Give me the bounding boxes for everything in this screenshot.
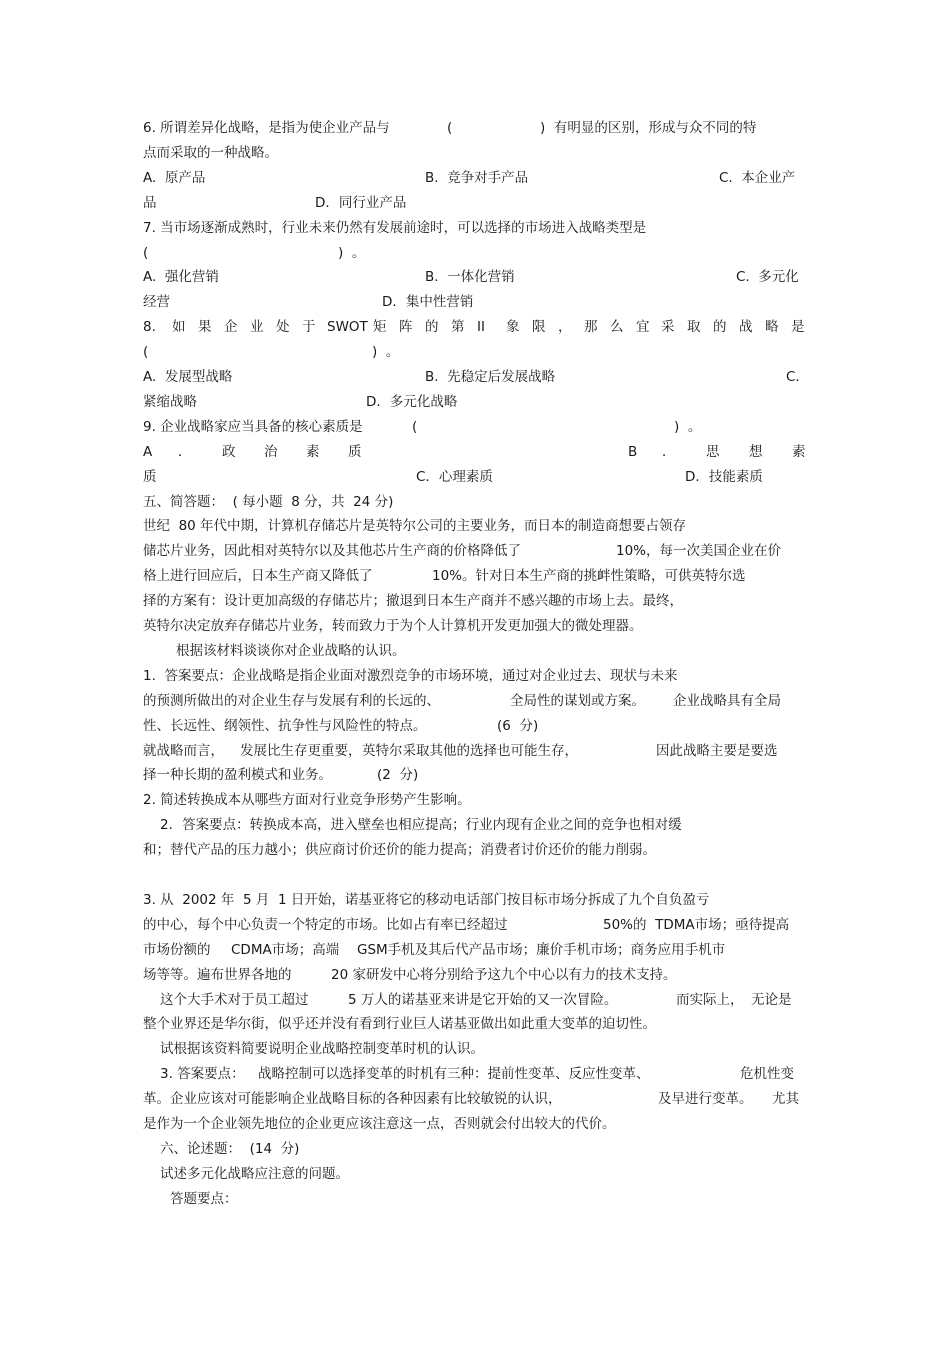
question-8-word: 业 <box>250 319 264 336</box>
case-text: 5 万人的诺基亚来讲是它开始的又一次冒险。 <box>348 991 618 1008</box>
question-8-word: 处 <box>276 319 290 336</box>
answer-text: 择一种长期的盈利模式和业务。 <box>143 767 332 784</box>
case-text: 场等等。遍布世界各地的 <box>143 966 292 983</box>
answer-text: 尤其 <box>772 1091 799 1108</box>
question-6-text: ) 有明显的区别，形成与众不同的特 <box>540 120 757 136</box>
question-6-text: 点而采取的一种战略。 <box>143 144 278 161</box>
question-8-word: 取 <box>687 319 701 336</box>
answer-text: 危机性变 <box>740 1066 794 1083</box>
section-title: 六、论述题： (14 分) <box>160 1140 300 1157</box>
option-b: ． <box>662 443 676 460</box>
question-8-word: 限 <box>532 319 546 336</box>
option-a: A. 原产品 <box>143 169 206 186</box>
answer-text: 及早进行变革。 <box>658 1091 753 1108</box>
option-c-cont: 紧缩战略 <box>143 393 197 410</box>
question-8-word: 宜 <box>636 319 650 336</box>
answer-text: 就战略而言， <box>143 742 224 759</box>
option-b-cont: 质 <box>143 468 157 485</box>
question-8-word: 那 <box>584 319 598 336</box>
option-c: C. 多元化 <box>736 269 799 286</box>
answer-text: 性、长远性、纲领性、抗争性与风险性的特点。 <box>143 717 427 734</box>
question-8-word: 象 <box>506 319 520 336</box>
bracket-close: ) 。 <box>372 344 400 361</box>
option-c-cont: 品 <box>143 194 157 211</box>
answer-text: 革。企业应该对可能影响企业战略目标的各种因素有比较敏锐的认识， <box>143 1091 562 1108</box>
bracket-open: ( <box>143 244 149 261</box>
question-8-word: 8. <box>143 319 156 336</box>
section-title: 五、简答题： ( 每小题 8 分，共 24 分) <box>143 493 394 510</box>
question-8-word: 如 <box>172 319 186 336</box>
question-7: 7. 当市场逐渐成熟时，行业未来仍然有发展前途时，可以选择的市场进入战略类型是 <box>143 219 647 236</box>
option-b: B <box>628 443 638 460</box>
answer-text: 战略控制可以选择变革的时机有三种：提前性变革、反应性变革、 <box>258 1066 650 1083</box>
case-text: 试根据该资料简要说明企业战略控制变革时机的认识。 <box>160 1041 484 1058</box>
case-text: 英特尔决定放弃存储芯片业务，转而致力于为个人计算机开发更加强大的微处理器。 <box>143 618 643 634</box>
case-text: 格上进行回应后，日本生产商又降低了 <box>143 568 373 585</box>
answer-text: 全局性的谋划或方案。 <box>510 692 645 709</box>
answer-text: 和；替代产品的压力越小；供应商讨价还价的能力提高；消费者讨价还价的能力削弱。 <box>143 842 656 859</box>
option-d: D．同行业产品 <box>315 194 407 211</box>
bracket-open: ( <box>143 344 149 361</box>
option-a: ． <box>178 443 192 460</box>
option-b: B. 一体化营销 <box>425 269 515 286</box>
question-8-word: SWOT <box>327 319 368 336</box>
option-a: 治 <box>264 443 278 460</box>
answer-text: 英特尔采取其他的选择也可能生存， <box>362 742 578 759</box>
answer-text: (2 分) <box>377 767 419 784</box>
option-b: B. 先稳定后发展战略 <box>425 369 556 385</box>
case-text: 整个业界还是华尔街，似乎还并没有看到行业巨人诺基亚做出如此重大变革的迫切性。 <box>143 1016 656 1033</box>
option-a: 质 <box>348 443 362 460</box>
option-a: A <box>143 443 153 460</box>
option-c-cont: 经营 <box>143 294 170 311</box>
question-text: 试述多元化战略应注意的问题。 <box>160 1165 349 1182</box>
bracket-open: ( <box>447 120 453 136</box>
question-8-word: 略 <box>765 319 779 336</box>
case-text: 3. 从 2002 年 5 月 1 日开始，诺基亚将它的移动电话部门按目标市场分拆成了九个自负盈亏 <box>143 891 710 908</box>
question-8-word: 企 <box>224 319 238 336</box>
option-a: 政 <box>222 443 236 460</box>
answer-text: 3. 答案要点： <box>160 1066 245 1083</box>
question-8-word: 么 <box>610 319 624 336</box>
option-c: C．心理素质 <box>416 468 493 485</box>
option-b: 想 <box>749 443 763 460</box>
question-8-word: 的 <box>425 319 439 336</box>
option-b: B. 竞争对手产品 <box>425 169 529 186</box>
bracket-close: ) 。 <box>338 244 366 261</box>
question-8-word: 阵 <box>399 319 413 336</box>
case-text: 10%，每一次美国企业在价 <box>616 543 782 560</box>
option-a: A. 强化营销 <box>143 269 219 286</box>
option-d: D．技能素质 <box>685 468 763 485</box>
question-6: 6. 所谓差异化战略，是指为使企业产品与 <box>143 120 390 136</box>
answer-text: 企业战略具有全局 <box>673 692 781 709</box>
case-text: 无论是 <box>751 991 792 1008</box>
option-b: 素 <box>792 443 806 460</box>
case-text: 而实际上， <box>676 991 744 1008</box>
case-text: 这个大手术对于员工超过 <box>160 991 309 1008</box>
case-text: 50%的 TDMA市场；亟待提高 <box>603 916 790 933</box>
answer-text: 2．答案要点：转换成本高，进入壁垒也相应提高；行业内现有企业之间的竞争也相对缓 <box>160 817 682 834</box>
answer-text: 是作为一个企业领先地位的企业更应该注意这一点，否则就会付出较大的代价。 <box>143 1116 616 1132</box>
answer-text: 1. 答案要点：企业战略是指企业面对激烈竞争的市场环境，通过对企业过去、现状与未来 <box>143 667 678 684</box>
case-text: 储芯片业务，因此相对英特尔以及其他芯片生产商的价格降低了 <box>143 543 521 560</box>
option-d: D．集中性营销 <box>382 294 474 311</box>
question-8-word: 的 <box>713 319 727 336</box>
question-8-word: II <box>477 319 485 336</box>
case-text: 市场份额的 <box>143 941 211 958</box>
case-text: 10%。针对日本生产商的挑衅性策略，可供英特尔选 <box>432 568 746 585</box>
answer-text: 的预测所做出的对企业生存与发展有利的长远的、 <box>143 692 440 709</box>
answer-text: 因此战略主要是要选 <box>656 742 778 759</box>
answer-text: (6 分) <box>497 717 539 734</box>
case-text: CDMA市场；高端 <box>231 941 340 958</box>
question-8-word: 于 <box>302 319 316 336</box>
option-c: C. <box>786 369 800 385</box>
case-text: 世纪 80 年代中期，计算机存储芯片是英特尔公司的主要业务，而日本的制造商想要占领存 <box>143 518 687 535</box>
option-a: A. 发展型战略 <box>143 369 233 385</box>
question-8-word: 战 <box>739 319 753 336</box>
case-text: GSM手机及其后代产品市场；廉价手机市场；商务应用手机市 <box>357 941 726 958</box>
question-8-word: 采 <box>661 319 675 336</box>
question-8-word: 果 <box>198 319 212 336</box>
question-8-word: ， <box>558 319 572 336</box>
case-text: 择的方案有：设计更加高级的存储芯片；撤退到日本生产商并不感兴趣的市场上去。最终， <box>143 593 683 610</box>
question-9: 9. 企业战略家应当具备的核心素质是 <box>143 418 363 435</box>
option-d: D．多元化战略 <box>366 393 458 410</box>
case-text: 根据该材料谈谈你对企业战略的认识。 <box>176 642 406 659</box>
case-text: 20 家研发中心将分别给予这九个中心以有力的技术支持。 <box>331 966 677 983</box>
question-8-word: 矩 <box>373 319 387 336</box>
question-2: 2. 简述转换成本从哪些方面对行业竞争形势产生影响。 <box>143 792 471 809</box>
answer-text: 发展比生存更重要， <box>240 742 362 759</box>
case-text: 的中心，每个中心负责一个特定的市场。比如占有率已经超过 <box>143 916 508 933</box>
bracket-close: ) 。 <box>674 418 702 435</box>
question-8-word: 是 <box>791 319 805 336</box>
question-8-word: 第 <box>451 319 465 336</box>
option-a: 素 <box>306 443 320 460</box>
bracket-open: ( <box>412 418 418 435</box>
option-c: C. 本企业产 <box>719 169 796 186</box>
answer-label: 答题要点： <box>170 1190 238 1207</box>
option-b: 思 <box>706 443 720 460</box>
